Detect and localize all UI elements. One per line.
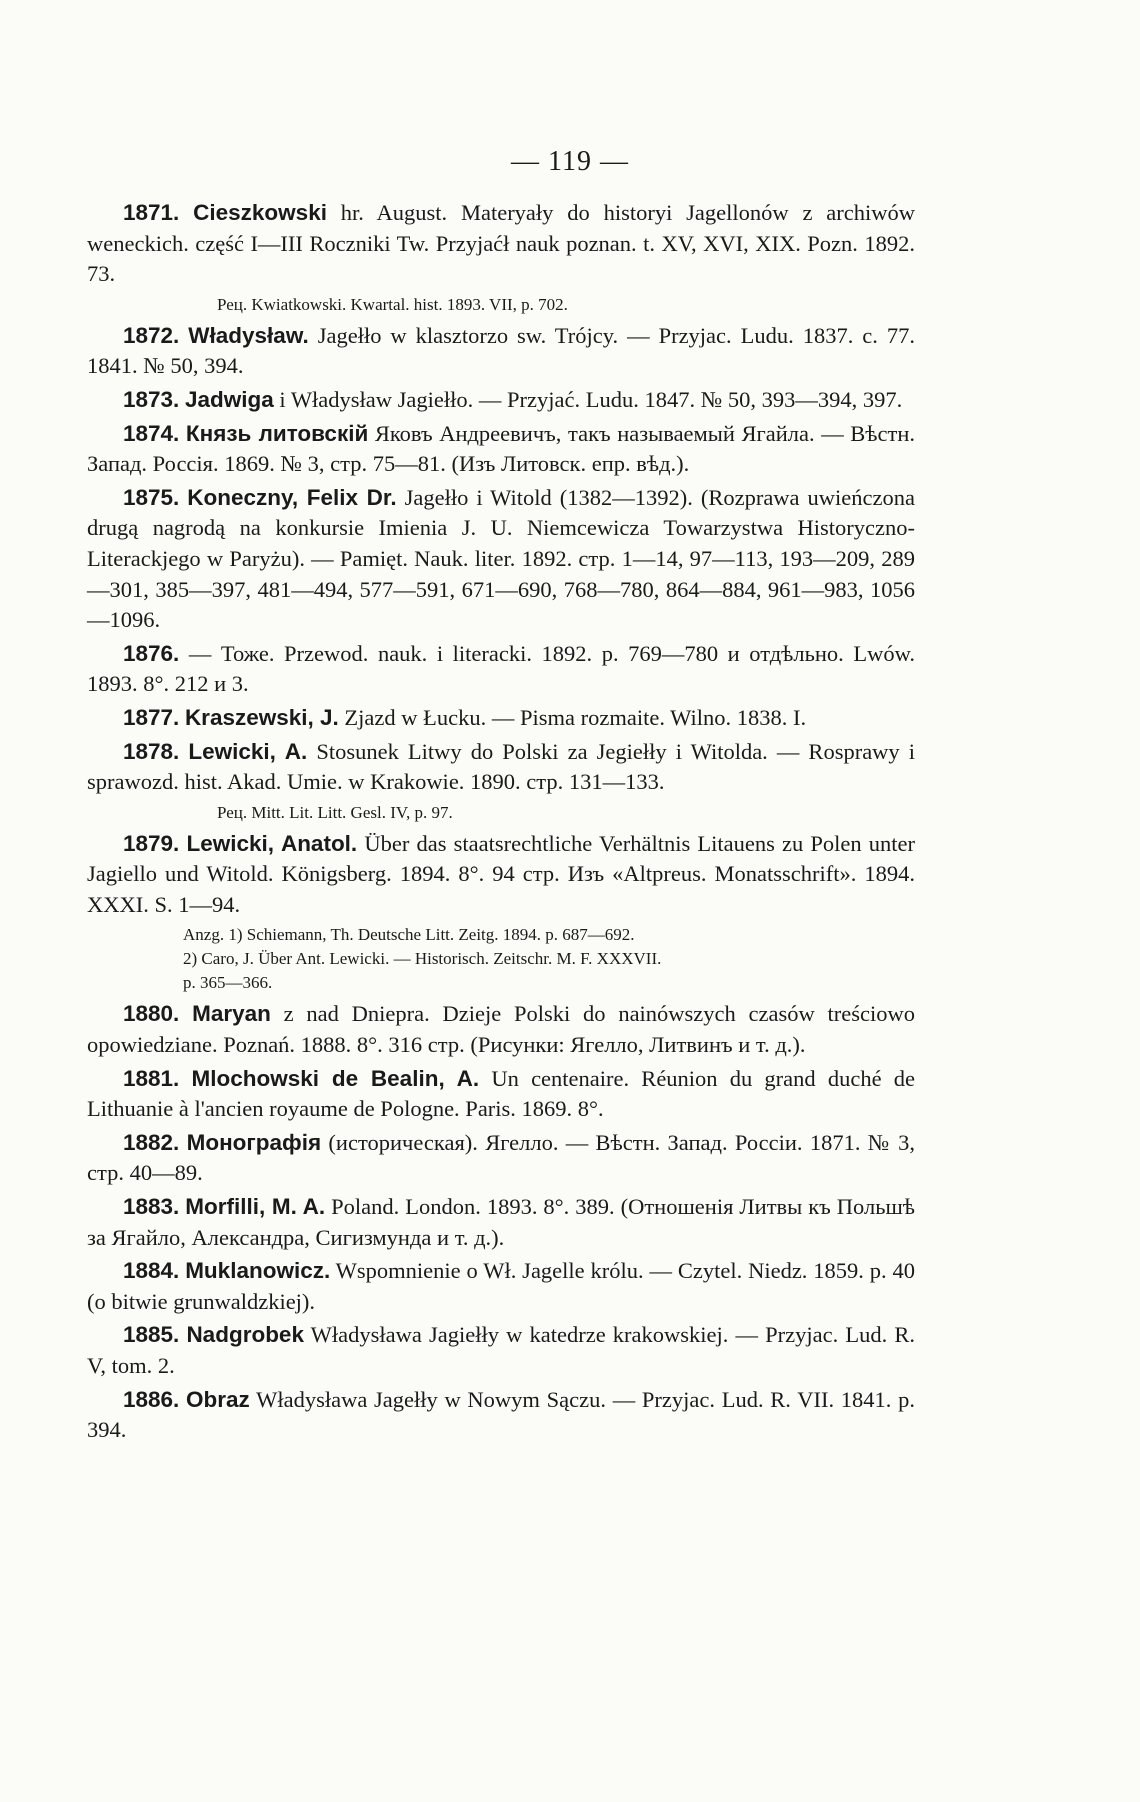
bibliography-list xyxy=(87,198,915,1449)
entry-1884: 1884. Muklanowicz. Wspomnienie o Wł. Jagelle królu. — Czytel. Niedz. 1859. p. 40 (o bitwie grunwaldzkiej). xyxy=(87,1258,916,1314)
review-note-1878: Рец. Mitt. Lit. Litt. Gesl. IV, p. 97. xyxy=(217,802,453,822)
entry-1883: 1883. Morfilli, M. A. Poland. London. 1893. 8°. 389. (Отношенія Литвы къ Польшѣ за Ягайло, Александра, Сигизмунда и т. д.). xyxy=(87,1194,916,1250)
entry-1886: 1886. Obraz Władysława Jagełły w Nowym Sączu. — Przyjac. Lud. R. VII. 1841. p. 394. xyxy=(87,1386,916,1443)
entry-1885: 1885. Nadgrobek Władysława Jagiełły w katedrze krakowskiej. — Przyjac. Lud. R. V, tom. 2. xyxy=(87,1322,915,1378)
entry-1877: 1877. Kraszewski, J. Zjazd w Łucku. — Pisma rozmaite. Wilno. 1838. I. xyxy=(123,704,807,730)
entry-1880: 1880. Maryan z nad Dniepra. Dzieje Polski do nainówszych czasów treściowo opowiedziane. Poznań. 1888. 8°. 316 стр. (Рисунки: Ягелло, Литвинъ и т. д.). xyxy=(87,1001,916,1058)
entry-1871: 1871. Cieszkowski hr. August. Materyały do historyi Jagellonów z archiwów weneckich. część I—III Roczniki Tw. Przyjaćł nauk poznan. t. XV, XVI, XIX. Pozn. 1892. 73. xyxy=(87,200,915,287)
review-note-1871: Рец. Kwiatkowski. Kwartal. hist. 1893. VII, p. 702. xyxy=(217,294,568,314)
entry-1882: 1882. Монографія (историческая). Ягелло. — Вѣстн. Запад. Россіи. 1871. № 3, стр. 40—89. xyxy=(87,1129,916,1186)
page-number: — 119 — xyxy=(511,146,629,177)
entry-1874: 1874. Князь литовскій Яковъ Андреевичъ, такъ называемый Ягайла. — Вѣстн. Запад. Россія. 1869. № 3, стр. 75—81. (Изъ Литовск. епр. вѣд.). xyxy=(87,420,915,477)
entry-1881: 1881. Mlochowski de Bealin, A. Un centenaire. Réunion du grand duché de Lithuanie à l'ancien royaume de Pologne. Paris. 1869. 8°. xyxy=(87,1065,916,1122)
entry-1879: 1879. Lewicki, Anatol. Über das staatsrechtliche Verhältnis Litauens zu Polen unter Jagiello und Witold. Königsberg. 1894. 8°. 94 стр. Изъ «Altpreus. Monatsschrift». 1894. XXXI. S. 1—94. xyxy=(87,830,916,917)
entry-1875: 1875. Koneczny, Felix Dr. Jagełło i Witold (1382—1392). (Rozprawa uwieńczona drugą nagrodą na konkursie Imienia J. U. Niemcewicza Towarzystwa Historyczno-Literackjego w Paryżu). — Pamięt. Nauk. liter. 1892. стр. 1—14, 97—113, 193—209, 289—301, 385—397, 481—494, 577—591, 671—690, 768—780, 864—884, 961—983, 1056—1096. xyxy=(87,484,915,633)
entry-1872: 1872. Władysław. Jagełło w klasztorzo sw. Trójcy. — Przyjac. Ludu. 1837. c. 77. 1841. № 50, 394. xyxy=(87,322,916,379)
entry-1878: 1878. Lewicki, A. Stosunek Litwy do Polski za Jegiełły i Witolda. — Rosprawy i sprawozd. hist. Akad. Umie. w Krakowie. 1890. стр. 131—133. xyxy=(87,738,915,795)
review-note-1879: Anzg. 1) Schiemann, Th. Deutsche Litt. Zeitg. 1894. p. 687—692. 2) Caro, J. Über Ant. Lewicki. — Historisch. Zeitschr. M. F. XXXVII. p. 365—366. xyxy=(183,925,662,993)
entry-1876: 1876. — Тоже. Przewod. nauk. i literacki. 1892. p. 769—780 и отдѣльно. Lwów. 1893. 8°. 212 и 3. xyxy=(87,640,915,697)
entry-1873: 1873. Jadwiga i Władysław Jagiełło. — Przyjać. Ludu. 1847. № 50, 393—394, 397. xyxy=(123,386,903,412)
